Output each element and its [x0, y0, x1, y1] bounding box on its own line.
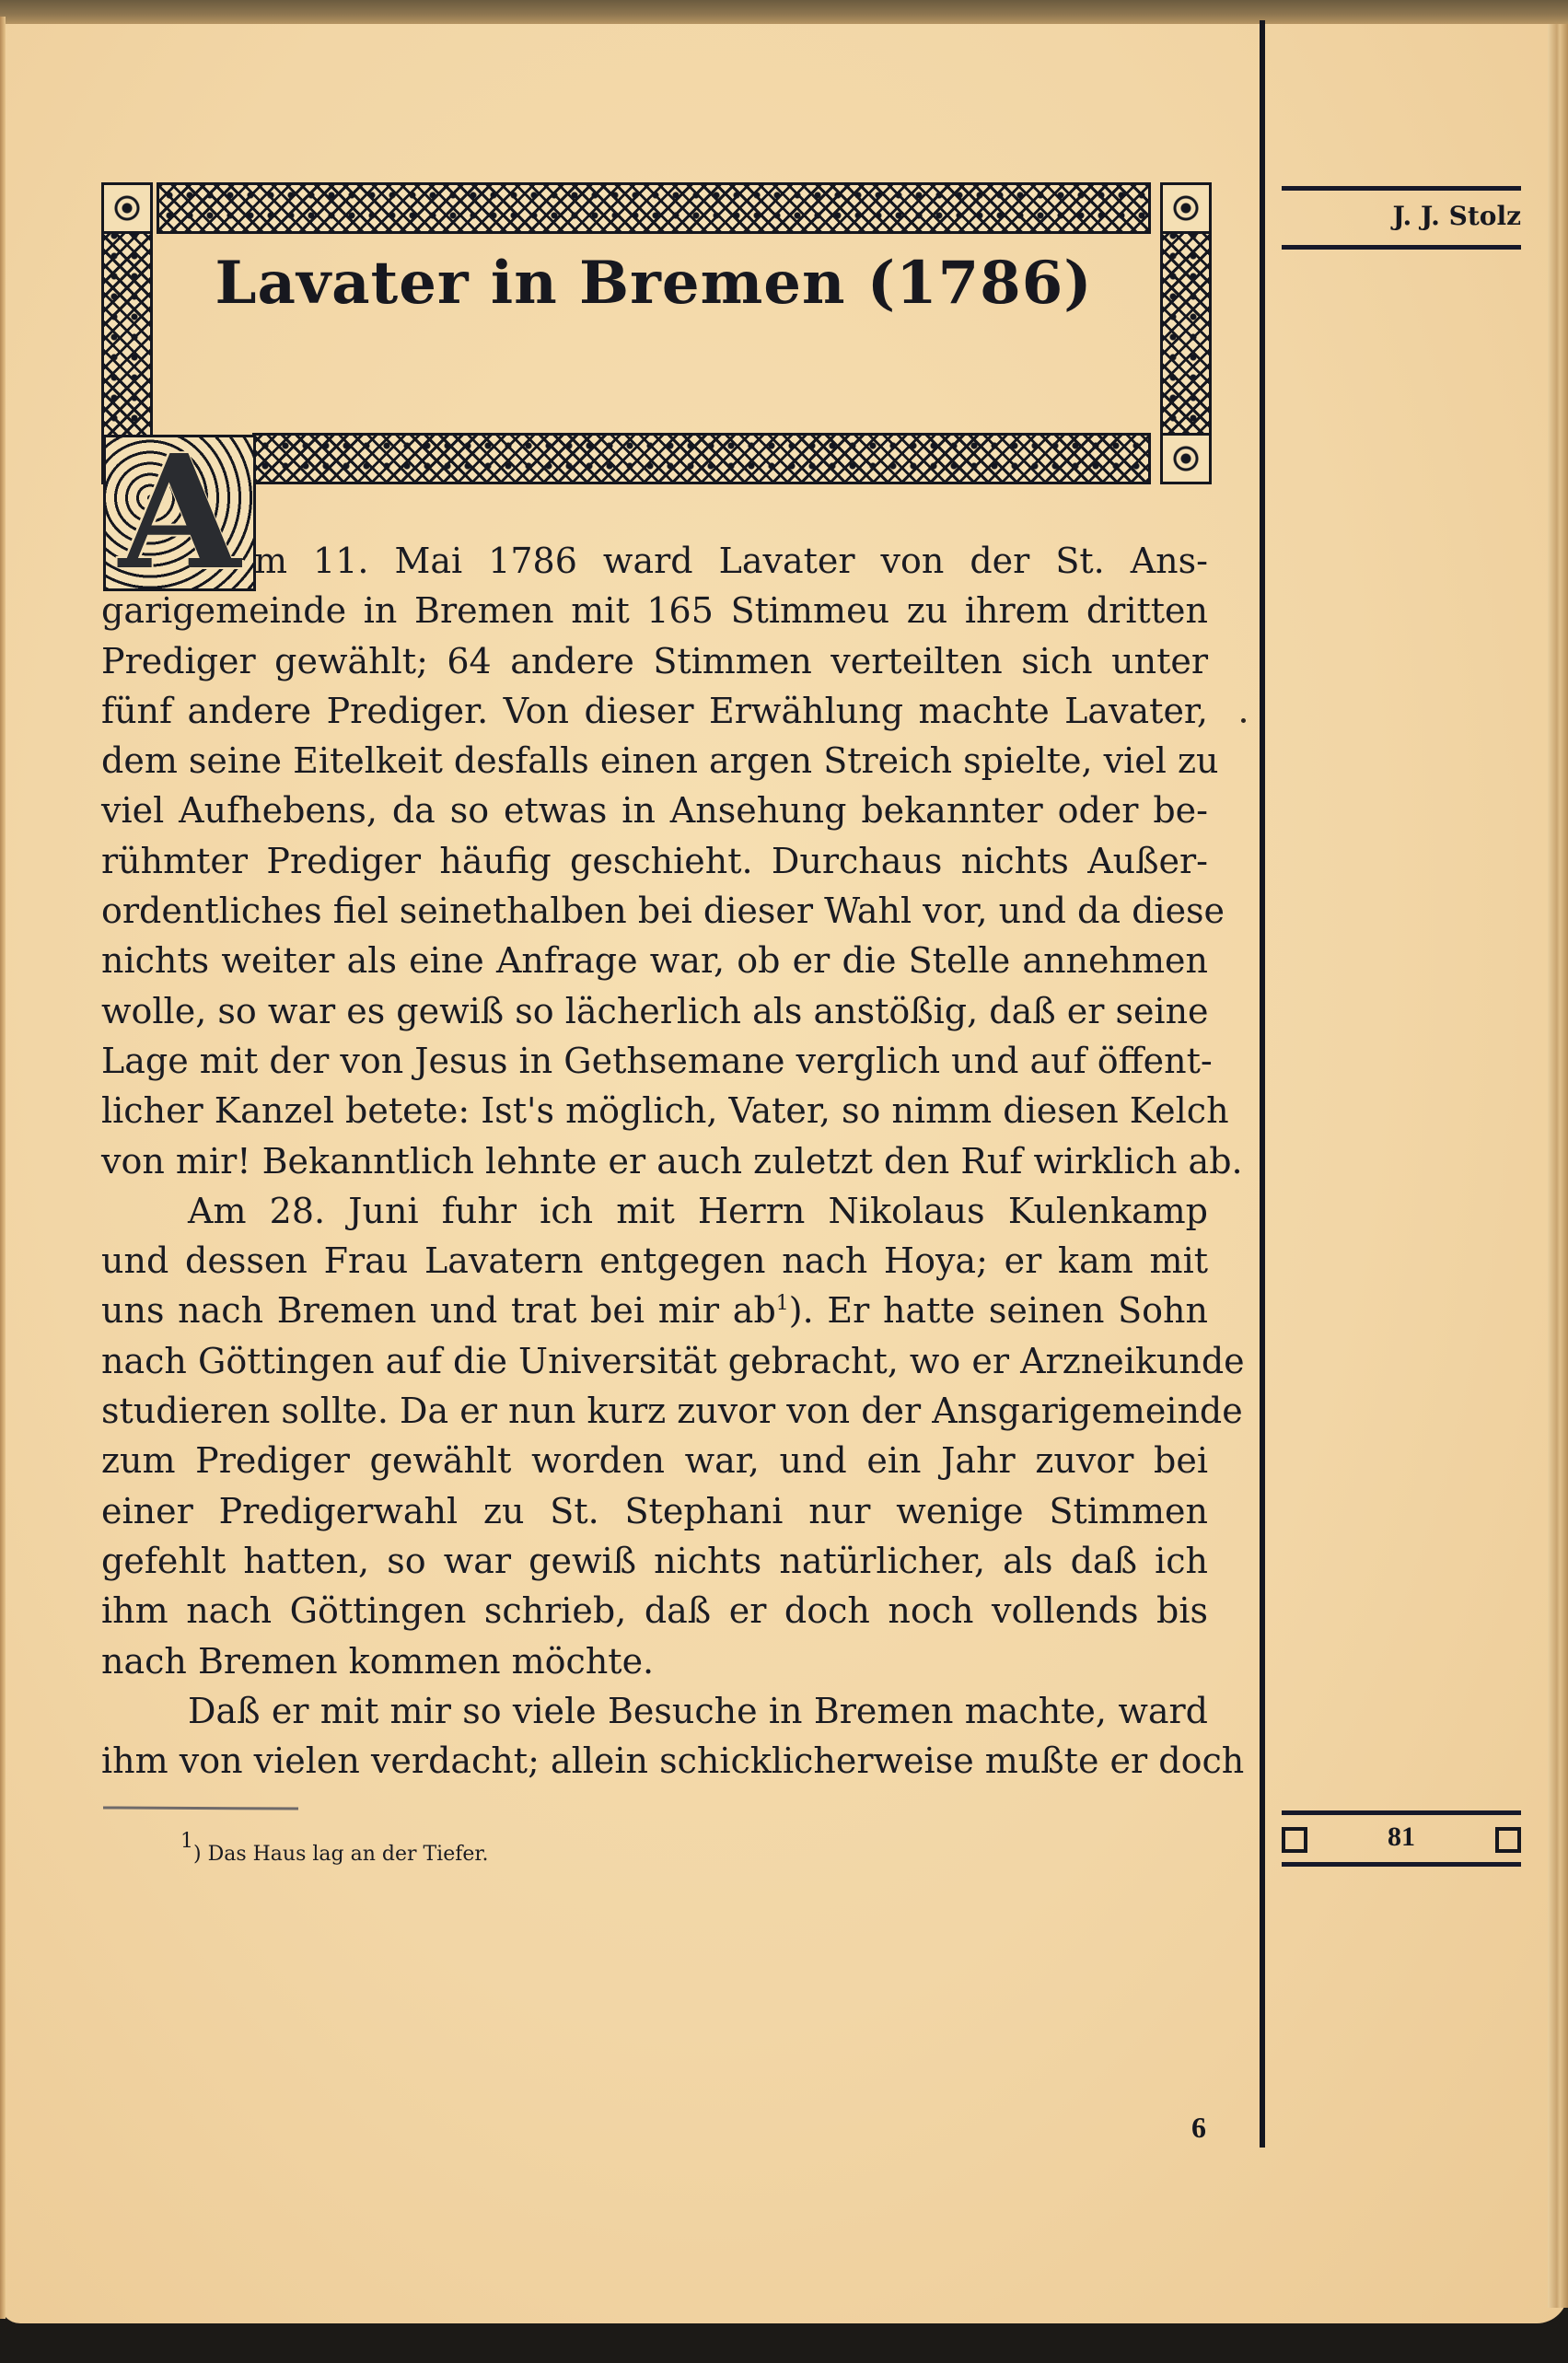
text-line: licher Kanzel betete: Ist's möglich, Vater, so nimm diesen Kelch	[101, 1090, 1229, 1132]
paragraph-2	[101, 1186, 1245, 1686]
text-line: dem seine Eitelkeit desfalls einen argen Streich spielte, viel zu	[101, 740, 1219, 782]
drop-cap-letter: A	[119, 435, 240, 591]
body-text	[101, 536, 1245, 1786]
paragraph-1	[101, 536, 1243, 1186]
text-line: Am 28. Juni fuhr ich mit Herrn Nikolaus Kulenkamp	[188, 1190, 1208, 1231]
text-line: garigemeinde in Bremen mit 165 Stimmeu zu ihrem dritten	[101, 590, 1208, 632]
text-line: zum Prediger gewählt worden war, und ein Jahr zuvor bei	[101, 1440, 1208, 1482]
chapter-title: Lavater in Bremen (1786)	[215, 249, 1093, 318]
text-fragment: uns nach Bremen und trat bei mir ab	[101, 1290, 776, 1332]
text-line: Prediger gewählt; 64 andere Stimmen verteilten sich unter	[101, 640, 1208, 681]
title-ornament-frame	[101, 182, 1206, 486]
square-bullet-icon	[1495, 1827, 1521, 1853]
ornament-corner-icon	[1160, 182, 1212, 234]
footnote-reference[interactable]: 1	[775, 1292, 789, 1316]
footnote	[180, 1830, 489, 1866]
ornament-border-top	[157, 182, 1151, 234]
ornament-corner-icon	[101, 182, 153, 234]
page-top-edge	[0, 0, 1568, 24]
text-line: studieren sollte. Da er nun kurz zuvor von der Ansgarigemeinde	[101, 1391, 1243, 1432]
margin-rule-bottom	[1282, 1862, 1521, 1867]
margin-rule-top	[1282, 186, 1521, 191]
paragraph-3	[101, 1686, 1245, 1787]
text-line: nach Bremen kommen möchte.	[101, 1640, 655, 1682]
margin-rule-bottom	[1282, 245, 1521, 250]
text-line: m 11. Mai 1786 ward Lavater von der St. Ans-	[254, 541, 1208, 581]
page-left-edge	[0, 17, 6, 2319]
margin-number: 81	[1388, 1822, 1415, 1852]
margin-page-ref	[1282, 1822, 1521, 1860]
text-line: Lage mit der von Jesus in Gethsemane verglich und auf öffent-	[101, 1040, 1213, 1081]
text-line: ihm nach Göttingen schrieb, daß er doch noch vollends bis	[101, 1590, 1208, 1632]
page-number: 6	[1191, 2111, 1206, 2144]
text-line: viel Aufhebens, da so etwas in Ansehung bekannter oder be-	[101, 790, 1208, 832]
text-line: von mir! Bekanntlich lehnte er auch zuletzt den Ruf wirklich ab.	[101, 1140, 1243, 1182]
text-line: rühmter Prediger häufig geschieht. Durchaus nichts Außer-	[101, 840, 1208, 881]
text-line: und dessen Frau Lavatern entgegen nach Hoya; er kam mit	[101, 1240, 1208, 1282]
footnote-marker: 1	[180, 1830, 193, 1853]
column-divider-rule	[1260, 20, 1265, 2148]
text-line-with-footnote	[101, 1286, 1208, 1335]
text-line: ordentliches fiel seinethalben bei dieser Wahl vor, und da diese	[101, 890, 1225, 932]
text-line: nichts weiter als eine Anfrage war, ob er die Stelle annehmen	[101, 940, 1208, 982]
ornament-border-bottom	[252, 433, 1151, 484]
text-line: ihm von vielen verdacht; allein schicklicherweise mußte er doch	[101, 1740, 1245, 1782]
text-line: einer Predigerwahl zu St. Stephani nur wenige Stimmen	[101, 1490, 1208, 1531]
text-line: Daß er mit mir so viele Besuche in Bremen machte, ward	[188, 1690, 1208, 1731]
text-line: nach Göttingen auf die Universität gebracht, wo er Arzneikunde	[101, 1340, 1245, 1381]
paper-speck	[1241, 718, 1246, 723]
ornament-corner-icon	[1160, 433, 1212, 484]
text-fragment: ). Er hatte seinen Sohn	[788, 1290, 1208, 1332]
margin-author: J. J. Stolz	[1392, 201, 1521, 231]
page-right-edge	[1548, 24, 1568, 2308]
text-line: fünf andere Prediger. Von dieser Erwählung machte Lavater,	[101, 690, 1208, 731]
text-line: wolle, so war es gewiß so lächerlich als anstößig, daß er seine	[101, 990, 1209, 1031]
footnote-text: ) Das Haus lag an der Tiefer.	[193, 1843, 489, 1866]
margin-rule-top	[1282, 1810, 1521, 1815]
text-line: gefehlt hatten, so war gewiß nichts natürlicher, als daß ich	[101, 1540, 1208, 1581]
